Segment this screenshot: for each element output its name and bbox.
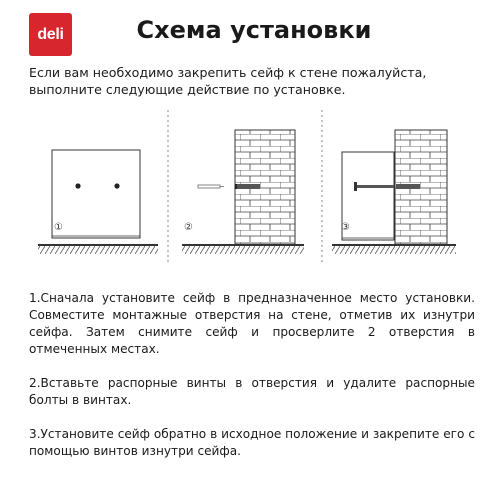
anchor-in-wall [396, 184, 420, 189]
deli-logo: deli [29, 13, 72, 56]
page-title: Схема установки [136, 16, 372, 44]
mounting-hole [75, 183, 80, 188]
floor-line [38, 244, 158, 246]
mounting-hole [114, 183, 119, 188]
anchor-in-wall [236, 184, 260, 189]
step-3-text: 3.Установите сейф обратно в исходное положение и закрепите его с помощью винтов изнутри сейфа. [29, 427, 475, 458]
step-label-1: ① [54, 222, 63, 233]
safe-body [52, 150, 140, 238]
panel-2 [182, 130, 304, 254]
anchor-bolt [198, 185, 220, 188]
mounting-screw [356, 185, 394, 188]
instruction-steps [29, 290, 475, 477]
panel-1 [38, 150, 158, 254]
floor-line [182, 244, 304, 246]
panel-3 [332, 130, 456, 254]
step-2-text: 2.Вставьте распорные винты в отверстия и удалите распорные болты в винтах. [29, 376, 475, 407]
floor-hatch [182, 246, 304, 254]
floor-hatch [332, 246, 456, 254]
step-1-text: 1.Сначала установите сейф в предназначенное место установки. Совместите монтажные отверстия на стене, отметив их изнутри сейфа. Затем снимите сейф и просверлите 2 отверстия в отмеченных местах. [29, 291, 475, 356]
step-label-2: ② [184, 222, 193, 233]
floor-hatch [38, 246, 158, 254]
intro-text: Если вам необходимо закрепить сейф к стене пожалуйста, выполните следующие действие по установке. [29, 65, 427, 97]
step-label-3: ③ [341, 222, 350, 233]
floor-line [332, 244, 456, 246]
installation-diagram [0, 110, 500, 280]
